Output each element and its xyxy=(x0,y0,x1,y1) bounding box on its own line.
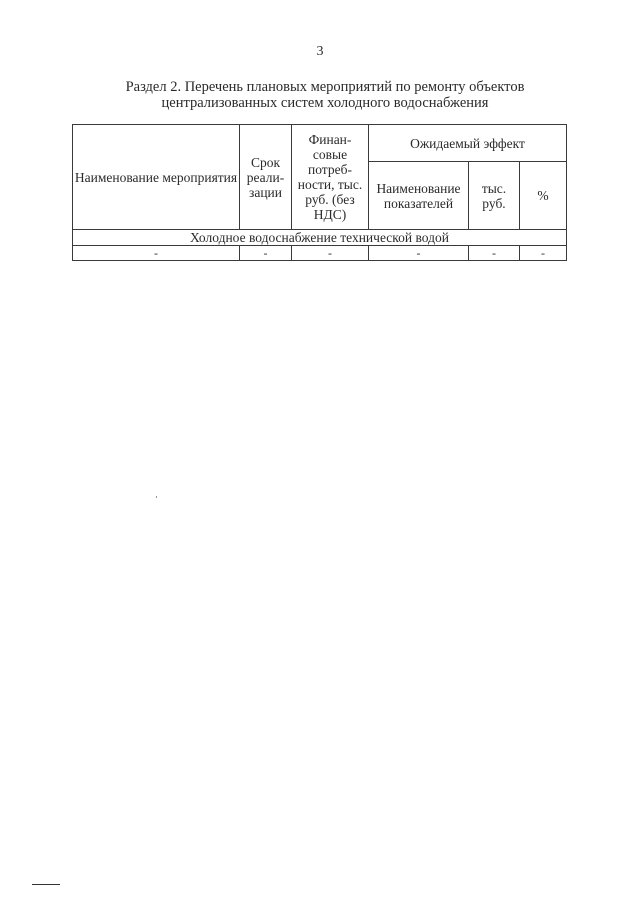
header-thousand-rub-label: тыс. руб. xyxy=(481,180,507,211)
table-cell: - xyxy=(240,246,292,261)
header-measure-name-label: Наименование мероприятия xyxy=(74,169,238,185)
section-heading xyxy=(60,79,590,111)
table-row xyxy=(73,246,567,261)
section-title: Холодное водоснабжение технической водой xyxy=(73,230,567,246)
table-cell: - xyxy=(520,246,567,261)
section-heading-line-2: централизованных систем холодного водоснабжения xyxy=(161,95,489,111)
section-heading-line-1: Раздел 2. Перечень плановых мероприятий по ремонту объектов xyxy=(125,79,525,95)
header-indicator-name xyxy=(369,162,469,230)
bottom-margin-mark xyxy=(32,884,60,885)
section-row xyxy=(73,230,567,246)
table-cell: - xyxy=(469,246,520,261)
header-expected-effect-label: Ожидаемый эффект xyxy=(410,135,525,151)
header-term-label: Срок реали-зации xyxy=(246,154,285,200)
scan-speck xyxy=(156,496,157,498)
header-expected-effect xyxy=(369,125,567,162)
header-finance-label: Финан-совые потреб-ности, тыс. руб. (без НДС) xyxy=(297,132,363,222)
table-cell: - xyxy=(73,246,240,261)
header-thousand-rub xyxy=(469,162,520,230)
header-measure-name xyxy=(73,125,240,230)
plan-table xyxy=(72,124,567,261)
table-cell: - xyxy=(292,246,369,261)
header-term xyxy=(240,125,292,230)
table-cell: - xyxy=(369,246,469,261)
page-number: 3 xyxy=(316,44,324,59)
header-indicator-name-label: Наименование показателей xyxy=(376,180,461,211)
header-percent-label: % xyxy=(537,188,549,204)
header-row-top xyxy=(73,125,567,162)
header-percent xyxy=(520,162,567,230)
header-finance xyxy=(292,125,369,230)
